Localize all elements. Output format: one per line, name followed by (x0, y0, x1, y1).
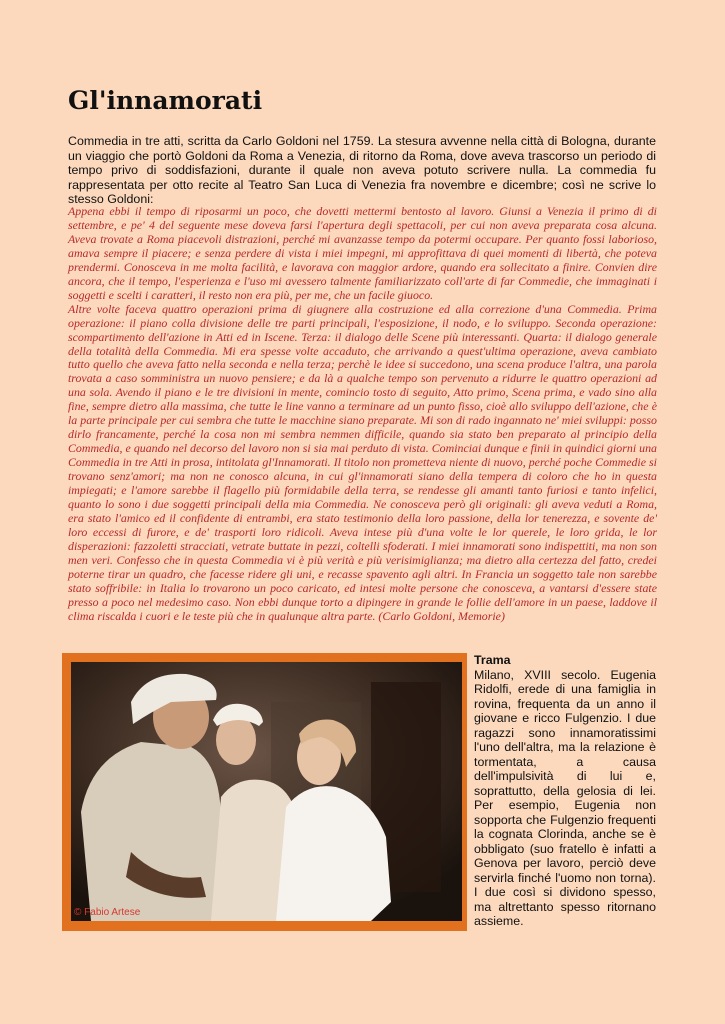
photo-frame (62, 653, 467, 931)
goldoni-quote (68, 205, 657, 624)
quote-paragraph-1: Appena ebbi il tempo di riposarmi un poco, che dovetti mettermi bentosto al lavoro. Giunsi a Venezia il primo di di settembre, e pe' 4 del seguente mese doveva farsi l'apertura degli spettacoli, per cui non aveva preparata cosa alcuna. Aveva trovate a Roma piacevoli distrazioni, perché mi avanzasse tempo da potermi occupare. Per quanto fossi laborioso, amava sempre il piacere; e senza perdere di vista i miei impegni, mi approfittava di quei momenti di libertà, che poteva prendermi. Conosceva in me molta facilità, e lavorava con maggior ardore, quando era sollecitato a finire. Convien dire ancora, che il tempo, l'esperienza e l'uso mi avessero talmente familiarizzato coll'arte di far Commedie, che immaginati i soggetti e scelti i caratteri, il resto non era più, per me, che un facile giuoco. (68, 204, 657, 302)
photo-credit: © Fabio Artese (74, 907, 141, 918)
plot-text: Milano, XVIII secolo. Eugenia Ridolfi, erede di una famiglia in rovina, frequenta da un anno il giovane e ricco Fulgenzio. I due ragazzi sono innamoratissimi l'uno dell'altra, ma la relazione è tormentata, a causa dell'impulsività di lui e, soprattutto, della gelosia di lei. Per esempio, Eugenia non sopporta che Fulgenzio frequenti la cognata Clorinda, anche se è obbligato (suo fratello è infatti a Genova per lavoro, perciò deve servirla finché l'uomo non torna). I due così si dividono spesso, ma altrettanto spesso ritornano assieme. (474, 667, 656, 928)
page-title: Gl'innamorati (68, 86, 263, 115)
quote-paragraph-2: Altre volte faceva quattro operazioni prima di giugnere alla costruzione ed alla correzione d'una Commedia. Prima operazione: il piano colla divisione delle tre parti principali, l'esposizione, il nodo, e lo sviluppo. Seconda operazione: scompartimento dell'azione in Atti ed in Iscene. Terza: il dialogo delle Scene più interessanti. Quarta: il dialogo generale della totalità della Commedia. Mi era spesse volte accaduto, che arrivando a quest'ultima operazione, aveva cambiato tutto quello che aveva fatto nella seconda e nella terza; perchè le idee si succedono, una scena produce l'altra, una parola trovata a caso somministra un nuovo pensiere; e da là a qualche tempo son pervenuto a ridurre le quattro operazioni ad una sola. Avendo il piano e le tre divisioni in mente, comincio tosto di seguito, Atto primo, Scena prima, e vado sino alla fine, sempre dietro alla massima, che tutte le line vanno a terminare ad un punto fisso, cioè allo sviluppo dell'azione, che è la parte principale per cui sembra che tutte le macchine siano preparate. Mi son di rado ingannato ne' miei sviluppi: posso dirlo francamente, perché la cosa non mi sembra nemmen difficile, quando sia stato ben preparato al principio della Commedia, e quando nel decorso del lavoro non si sia mai perduto di vista. Cominciai dunque e finii in quindici giorni una Commedia in tre Atti in prosa, intitolata gl'Innamorati. Il titolo non prometteva niente di nuovo, perché poche Commedie si trovano senz'amori; ma non ne conosco alcuna, in cui gl'innamorati siano della tempera di coloro che ho in questa impiegati; e l'amore sarebbe il flagello più formidabile della terra, se rendesse gli amanti tanto furiosi e tanto infelici, quanto lo sono i due soggetti principali della mia Commedia. Ne conosceva però gli originali: gli aveva veduti a Roma, era stato l'amico ed il confidente di entrambi, era stato testimonio della loro passione, della lor tenerezza, e sovente de' loro eccessi di furore, e de' trasporti loro ridicoli. Aveva intese più d'una volte le lor querele, le loro grida, le lor disperazioni: fazzoletti stracciati, vetrate buttate in pezzi, coltelli sfoderati. I miei innamorati sono indispettiti, ma non son men veri. Confesso che in questa Commedia vi è più verità e più verisimiglianza; ma dietro alla certezza del fatto, credei poterne tirar un quadro, che facesse ridere gli uni, e recasse spavento agli altri. In Francia un soggetto tale non sarebbe stato soffribile: in Italia lo trovarono un poco caricato, ed intesi molte persone che conosceva, a vantarsi d'essere state presso a poco nel medesimo caso. Non ebbi dunque torto a dipingere in grande le follie dell'amore in un paese, laddove il clima riscalda i cuori e le teste più che in qualunque altra parte. (Carlo Goldoni, Memorie) (68, 301, 657, 623)
stage-photo-illustration (71, 662, 462, 921)
plot-heading: Trama (474, 653, 511, 667)
stage-photo (71, 662, 462, 921)
intro-paragraph: Commedia in tre atti, scritta da Carlo Goldoni nel 1759. La stesura avvenne nella città di Bologna, durante un viaggio che portò Goldoni da Roma a Venezia, di ritorno da Roma, dove aveva trascorso un periodo di tempo privo di soddisfazioni, durante il quale non aveva potuto scrivere nulla. La commedia fu rappresentata per otto recite al Teatro San Luca di Venezia fra novembre e dicembre; così ne scrive lo stesso Goldoni: (68, 134, 656, 206)
plot-section (474, 653, 656, 929)
